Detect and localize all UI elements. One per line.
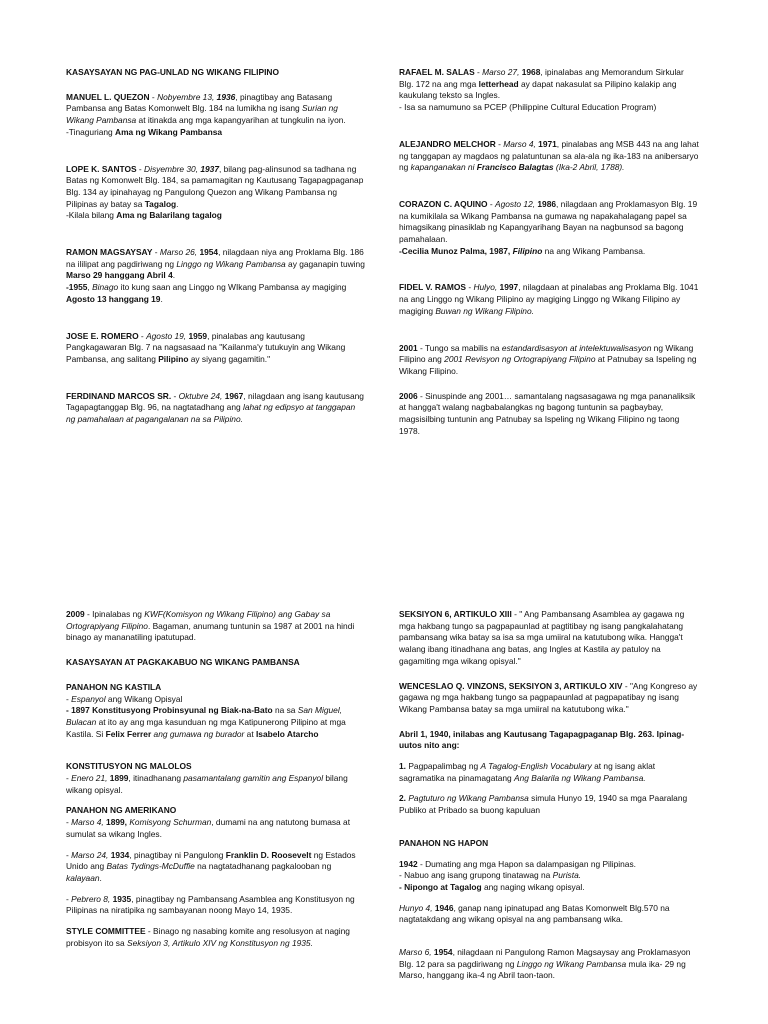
abril-1940-heading: Abril 1, 1940, inilabas ang Kautusang Tagapagpaganap Blg. 263. Ipinag-uutos nito ang: [399,728,685,751]
entry-year: 1937 [200,163,219,174]
entry-date: Oktubre 24, [178,390,225,401]
entry-name: LOPE K. SANTOS [66,163,137,174]
entry-year: 2009 [66,609,85,619]
entry-date: Agosto 19, [146,330,189,341]
entry-style-committee: STYLE COMMITTEE - Binago ng nasabing komite ang resolusyon at naging probisyon ito sa Seksiyon 3, Artikulo XIV ng Konstitusyon ng 1935. [66,926,350,948]
entry-amerikano-1935: - Pebrero 8, 1935, pinagtibay ng Pambansang Asamblea ang Konstitusyon ng Pilipinas na niratipika ng sambayanan noong Mayo 14, 1935. [66,893,355,916]
top-left-column [66,67,366,426]
subsection-heading: PANAHON NG AMERIKANO [66,805,177,816]
entry-melchor: ALEJANDRO MELCHOR - Marso 4, 1971, pinalabas ang MSB 443 na ang lahat ng tanggapan ay magdaos ng palatuntunan sa ala-ala ng ika-183 na anibersaryo ng kapanganakan ni Francisco Balagtas (Ika-2 Abril, 1788). [399,138,699,173]
top-right-column [399,67,699,437]
abril-item-1: 1. Pagpapalimbag ng A Tagalog-English Vocabulary at ng isang aklat sagramatika na pinamagatang Ang Balarila ng Wikang Pambansa. [399,761,656,783]
entry-date: Nobyembre 13, [157,91,217,102]
entry-quezon: MANUEL L. QUEZON - Nobyembre 13, 1936, pinagtibay ang Batasang Pambansa ang Batas Komonwelt Blg. 184 na lumikha ng isang Surian ng Wikang Pambansa at itinakda ang mga kapangyarihan at tungkulin na iyon. -Tinaguriang Ama ng Wikang Pambansa [66,91,346,137]
entry-2009: 2009 - Ipinalabas ng KWF(Komisyon ng Wikang Filipino) ang Gabay sa Ortograpiyang Filipino. Bagaman, anumang tuntunin sa 1987 at 2001 na hindi binago ay mananatiling ipatutupad. [66,609,355,643]
entry-name: MANUEL L. QUEZON [66,91,150,102]
entry-2001: 2001 - Tungo sa mabilis na estandardisasyon at intelektuwalisasyon ng Wikang Filipino ang 2001 Revisyon ng Ortograpiyang Filipino at Patnubay sa Ispeling ng Wikang Filipino. [399,342,697,376]
entry-name: RAMON MAGSAYSAY [66,247,153,258]
bottom-right-column [399,609,699,982]
entry-year: 1968 [521,67,541,77]
entry-name: FIDEL V. RAMOS [399,282,467,293]
entry-year: 1954 [199,247,219,258]
entry-year: 2001 [399,342,418,353]
entry-year: 1959 [188,330,208,341]
entry-name: FERDINAND MARCOS SR. [66,390,172,401]
entry-santos: LOPE K. SANTOS - Disyembre 30, 1937, bilang pag-alinsunod sa tadhana ng Batas ng Komonwelt Blg. 184, sa pamamagitan ng Kautusang Tagapagpaganap Blg. 134 ay ipinahayag ng Pangulong Quezon ang Wikang Pambansa ng Pilipinas ay batay sa Tagalog. -Kilala bilang Ama ng Balarilang tagalog [66,163,364,221]
bottom-left-column [66,609,366,949]
entry-seksiyon-6: SEKSIYON 6, ARTIKULO XIII - " Ang Pambansang Asamblea ay gagawa ng mga hakbang tungo sa pagpapaunlad at pagtitibay ng isang pangkalahatang pambansang wika batay sa isa sa mga umiiral na katutubong wika. Hangga't walang ibang itinadhana ang batas, ang Ingles at Kastila ay patuloy na gagamiting mga wikang opisyal." [399,609,685,666]
entry-hapon-1946: Hunyo 4, 1946, ganap nang ipinatupad ang Batas Komonwelt Blg.570 na nagtatakdang ang wikang opisyal na ang pambansang wika. [399,902,670,925]
section-heading-pag-unlad: KASAYSAYAN NG PAG-UNLAD NG WIKANG FILIPINO [66,67,279,77]
entry-aquino: CORAZON C. AQUINO - Agosto 12, 1986, nilagdaan ang Proklamasyon Blg. 19 na kumikilala sa Wikang Pambansa na gumawa ng napakahalagang papel sa himagsikang pinasiklab ng Kapangyarihang Bayan na nagbunsod sa bagong pamahalaan. -Cecilia Munoz Palma, 1987, Filipino na ang Wikang Pambansa. [399,198,698,256]
entry-amerikano-1934: - Marso 24, 1934, pinagtibay ni Pangulong Franklin D. Roosevelt ng Estados Unido ang Batas Tydings-McDuffie na nagtatadhanang pagkalooban ng kalayaan. [66,849,356,883]
entry-date: Agosto 12, [495,198,538,209]
entry-magsaysay: RAMON MAGSAYSAY - Marso 26, 1954, nilagdaan niya ang Proklama Blg. 186 na ililipat ang pagdiriwang ng Linggo ng Wikang Pambansa ay gaganapin tuwing Marso 29 hanggang Abril 4. -1955, Binago ito kung saan ang Linggo ng WIkang Pambansa ay magiging Agosto 13 hanggang 19. [66,247,365,304]
entry-romero: JOSE E. ROMERO - Agosto 19, 1959, pinalabas ang kautusang Pangkagawaran Blg. 7 na nagsasaad na "Kailanma'y tutukuyin ang Wikang Pambansa, ang salitang Pilipino ay siyang gagamitin." [66,330,346,364]
entry-name: JOSE E. ROMERO [66,330,139,341]
entry-ramos: FIDEL V. RAMOS - Hulyo, 1997, nilagdaan at pinalabas ang Proklama Blg. 1041 na ang Linggo ng Wikang Pilipino ay magiging Linggo ng Wikang Filipino ay magiging Buwan ng Wikang Filipino. [399,282,699,316]
entry-name: CORAZON C. AQUINO [399,198,488,209]
section-heading-pagkakabuo: KASAYSAYAN AT PAGKAKABUO NG WIKANG PAMBANSA [66,657,300,668]
entry-kastila: PANAHON NG KASTILA - Espanyol ang Wikang Opisyal - 1897 Konstitusyong Probinsyunal ng Biak-na-Bato na sa San Miguel, Bulacan at ito ay ang mga kasunduan ng mga Katipunerong Pilipino at mga Kastila. Si Felix Ferrer ang gumawa ng burador at Isabelo Atarcho [66,681,346,739]
entry-year: 1971 [538,138,557,149]
entry-year: 1967 [224,390,244,401]
entry-2006: 2006 - Sinuspinde ang 2001… samantalang nagsasagawa ng mga pananaliksik at hangga't walang nagbabalangkas ng bagong tuntunin sa pagbaybay, magsisilbing tuntunin ang Patnubay sa Ispeling ng Wikang Filipino ng taong 1978. [399,390,696,436]
entry-date: Hulyo, [473,282,500,293]
subsection-heading: KONSTITUSYON NG MALOLOS [66,761,192,772]
entry-year: 1997 [499,282,519,293]
entry-marcos: FERDINAND MARCOS SR. - Oktubre 24, 1967, nilagdaan ang isang kautusang Tagapagtanggap Blg. 96, na nagtatadhang ang lahat ng edipsyo at tanggapan ng pamahalaan at pagangalanan na sa Pilipino. [66,390,364,425]
entry-vinzons: WENCESLAO Q. VINZONS, SEKSIYON 3, ARTIKULO XIV - "Ang Kongreso ay gagawa ng mga hakbang tungo sa pagpapaunlad at pagpapatibay ng isang Wikang Pambansa batay sa mga umiiral na katutubong wika." [399,680,698,714]
entry-salas: RAFAEL M. SALAS - Marso 27, 1968, ipinalabas ang Memorandum Sirkular Blg. 172 na ang mga letterhead ay dapat nakasulat sa Pilipino kalakip ang kaukulang teksto sa Ingles. - Isa sa namumuno sa PCEP (Philippine Cultural Education Program) [399,67,684,113]
entry-date: Disyembre 30, [144,163,201,174]
entry-year: 2006 [399,390,418,401]
subsection-heading: PANAHON NG KASTILA [66,681,162,692]
entry-hapon: 1942 - Dumating ang mga Hapon sa dalampasigan ng Pilipinas. - Nabuo ang isang grupong tinatawag na Purista. - Nipongo at Tagalog ang naging wikang opisyal. [399,858,636,892]
entry-date: Marso 27, [482,67,522,77]
entry-amerikano: PANAHON NG AMERIKANO - Marso 4, 1899, Komisyong Schurman, dumami na ang natutong bumasa at sumulat sa wikang Ingles. [66,805,351,839]
entry-date: Marso 4, [503,138,539,149]
entry-date: Marso 26, [159,247,200,258]
abril-item-2: 2. Pagtuturo ng Wikang Pambansa simula Hunyo 19, 1940 sa mga Paaralang Publiko at Pribado sa buong kapuluan [399,793,688,816]
entry-year: 1986 [537,198,557,209]
entry-hapon-1954: Marso 6, 1954, nilagdaan ni Pangulong Ramon Magsaysay ang Proklamasyon Blg. 12 para sa pagdiriwang ng Linggo ng Wikang Pambansa mula ika- 29 ng Marso, hanggang ika-4 ng Abril taon-taon. [399,947,691,981]
entry-year: 1936 [216,91,236,102]
entry-malolos: KONSTITUSYON NG MALOLOS - Enero 21, 1899, itinadhanang pasamantalang gamitin ang Espanyol bilang wikang opisyal. [66,761,348,795]
subsection-heading-hapon: PANAHON NG HAPON [399,837,489,848]
entry-name: ALEJANDRO MELCHOR [399,138,496,149]
entry-name: RAFAEL M. SALAS [399,67,475,77]
